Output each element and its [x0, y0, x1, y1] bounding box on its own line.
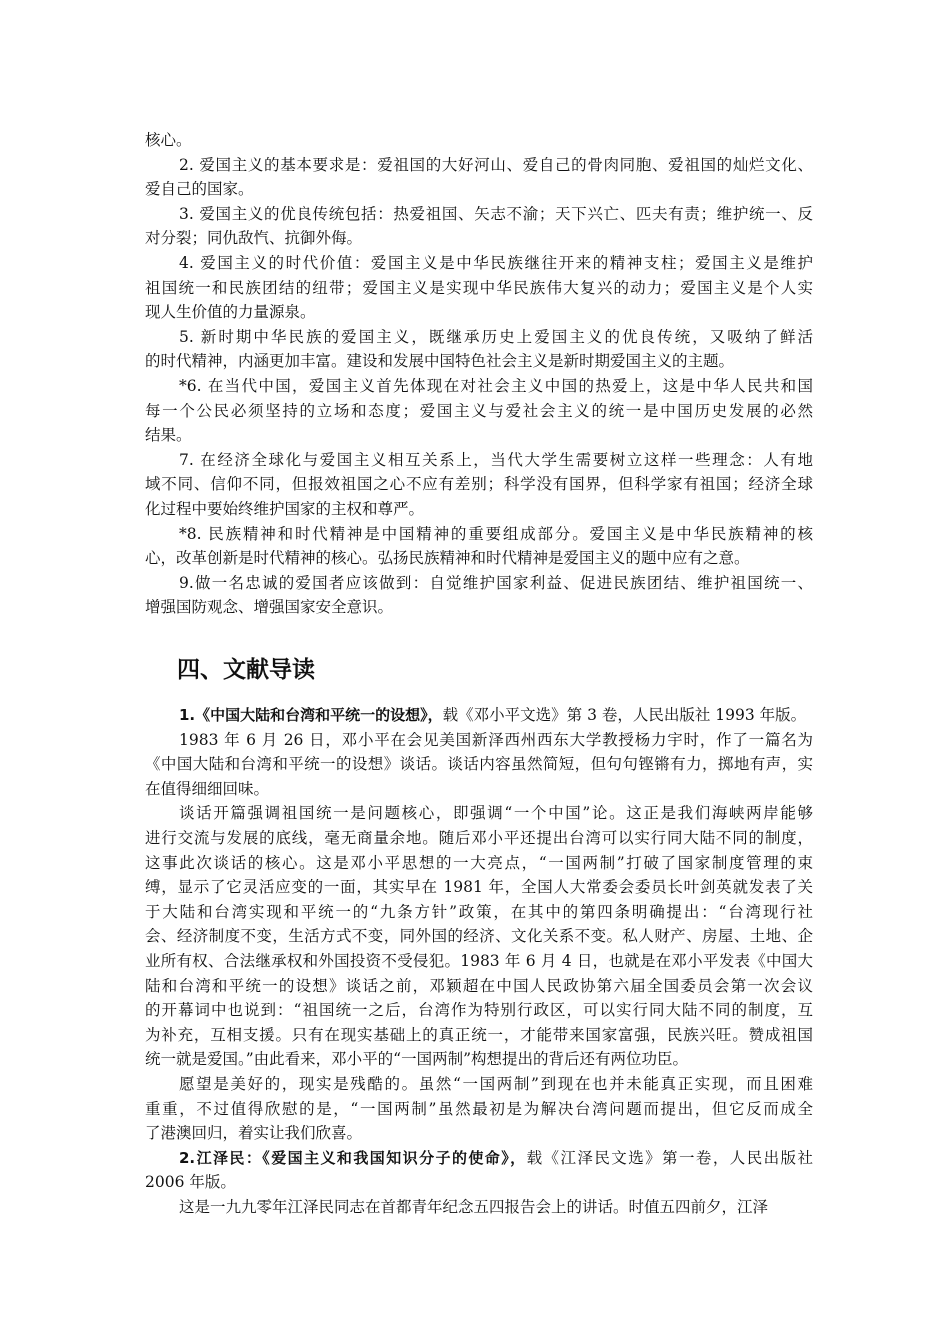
text-content: 为补充，互相支援。只有在现实基础上的真正统一，才能带来国家富强，民族兴旺。赞成祖国 [145, 1025, 813, 1044]
text-line [145, 998, 813, 1023]
text-content: 业所有权、合法继承权和外国投资不受侵犯。1983 年 6 月 4 日，也就是在邓小平发表《中国大 [145, 951, 813, 970]
text-content: 这事此次谈话的核心。这是邓小平思想的一大亮点，“一国两制”打破了国家制度管理的束 [145, 853, 813, 872]
text-line [145, 900, 813, 925]
summary-item [145, 128, 813, 153]
text-line: 9.做一名忠诚的爱国者应该做到：自觉维护国家利益、促进民族团结、维护祖国统一、 [179, 573, 813, 592]
text-line: 爱自己的国家。 [145, 180, 254, 199]
text-line: 对分裂；同仇敌忾、抗御外侮。 [145, 229, 363, 248]
text-content: 1983 年 6 月 26 日，邓小平在会见美国新泽西州西东大学教授杨力宇时，作了一篇名为 [179, 730, 813, 749]
text-content: 重重，不过值得欣慰的是，“一国两制”虽然最初是为解决台湾问题而提出，但它反而成全 [145, 1099, 813, 1118]
text-line [145, 1072, 813, 1097]
text-line [145, 728, 813, 753]
text-content: 载《江泽民文选》第一卷，人民出版社 [526, 1148, 813, 1167]
text-line: 4. 爱国主义的时代价值：爱国主义是中华民族继往开来的精神支柱；爱国主义是维护 [179, 253, 813, 272]
text-line [145, 924, 813, 949]
text-line [145, 1146, 813, 1171]
text-line: 核心。 [145, 131, 192, 149]
text-line [145, 703, 813, 728]
literature-paragraph [145, 1195, 813, 1220]
text-line [145, 851, 813, 876]
text-content: 这是一九九零年江泽民同志在首都青年纪念五四报告会上的讲话。时值五四前夕，江泽 [179, 1197, 769, 1216]
text-content: 于大陆和台湾实现和平统一的“九条方针”政策，在其中的第四条明确提出：“台湾现行社 [145, 902, 813, 921]
text-line [145, 1097, 813, 1122]
text-line [145, 777, 813, 802]
text-line [145, 801, 813, 826]
text-line: 祖国统一和民族团结的纽带；爱国主义是实现中华民族伟大复兴的动力；爱国主义是个人实 [145, 278, 813, 297]
literature-paragraph [145, 801, 813, 1072]
text-line: 化过程中要始终维护国家的主权和尊严。 [145, 499, 425, 518]
summary-item [145, 153, 813, 202]
text-line [145, 1047, 813, 1072]
summary-item [145, 325, 813, 374]
literature-paragraph [145, 703, 813, 728]
text-line: *6. 在当代中国，爱国主义首先体现在对社会主义中国的热爱上，这是中华人民共和国 [179, 376, 813, 395]
text-content: 在值得细细回味。 [145, 779, 270, 798]
text-line: 每一个公民必须坚持的立场和态度；爱国主义与爱社会主义的统一是中国历史发展的必然 [145, 401, 813, 420]
text-line: 结果。 [145, 426, 192, 445]
text-line [145, 1170, 813, 1195]
text-line: 现人生价值的力量源泉。 [145, 303, 316, 322]
text-line: 域不同、信仰不同，但报效祖国之心不应有差别；科学没有国界，但科学家有祖国；经济全球 [145, 475, 813, 494]
literature-paragraph [145, 1072, 813, 1146]
text-content: 《中国大陆和台湾和平统一的设想》谈话。谈话内容虽然简短，但句句铿锵有力，掷地有声，实 [145, 755, 813, 774]
text-content: 谈话开篇强调祖国统一是问题核心，即强调“一个中国”论。这正是我们海峡两岸能够 [179, 804, 813, 823]
text-content: 了港澳回归，着实让我们欣喜。 [145, 1124, 363, 1143]
text-line: 增强国防观念、增强国家安全意识。 [145, 598, 394, 617]
text-line [145, 1121, 813, 1146]
literature-paragraph [145, 728, 813, 802]
text-line: 心，改革创新是时代精神的核心。弘扬民族精神和时代精神是爱国主义的题中应有之意。 [145, 549, 750, 568]
reference-title: 1.《中国大陆和台湾和平统一的设想》， [179, 706, 443, 724]
text-content: 统一就是爱国。”由此看来，邓小平的“一国两制”构想提出的背后还有两位功臣。 [145, 1050, 689, 1069]
section-4-heading: 四、文献导读 [177, 657, 315, 683]
text-line: 3. 爱国主义的优良传统包括：热爱祖国、矢志不渝；天下兴亡、匹夫有责；维护统一、反 [179, 204, 813, 223]
reference-title: 2.江泽民：《爱国主义和我国知识分子的使命》， [179, 1148, 527, 1167]
text-line: *8. 民族精神和时代精神是中国精神的重要组成部分。爱国主义是中华民族精神的核 [179, 524, 813, 543]
text-line [145, 949, 813, 974]
text-line: 7. 在经济全球化与爱国主义相互关系上，当代大学生需要树立这样一些理念：人有地 [179, 450, 813, 469]
text-content: 陆和台湾和平统一的设想》谈话之前，邓颖超在中国人民政协第六届全国委员会第一次会议 [145, 976, 813, 995]
text-line: 的时代精神，内涵更加丰富。建设和发展中国特色社会主义是新时期爱国主义的主题。 [145, 352, 735, 371]
text-line [145, 875, 813, 900]
text-line [145, 752, 813, 777]
text-line [145, 974, 813, 999]
text-line: 2. 爱国主义的基本要求是：爱祖国的大好河山、爱自己的骨肉同胞、爱祖国的灿烂文化、 [179, 155, 813, 174]
text-content: 缚，显示了它灵活应变的一面，其实早在 1981 年，全国人大常委会委员长叶剑英就发表了关 [145, 878, 813, 897]
summary-item [145, 571, 813, 620]
text-content: 2006 年版。 [145, 1173, 236, 1192]
text-line [145, 1023, 813, 1048]
literature-paragraph [145, 1146, 813, 1195]
summary-item [145, 448, 813, 522]
text-content: 载《邓小平文选》第 3 卷，人民出版社 1993 年版。 [442, 706, 807, 724]
summary-item [145, 202, 813, 251]
text-content: 会、经济制度不变，生活方式不变，同外国的经济、文化关系不变。私人财产、房屋、土地、企 [145, 927, 813, 946]
text-content: 进行交流与发展的底线，毫无商量余地。随后邓小平还提出台湾可以实行同大陆不同的制度， [145, 828, 813, 847]
text-line: 5. 新时期中华民族的爱国主义，既继承历史上爱国主义的优良传统，又吸纳了鲜活 [179, 327, 813, 346]
text-content: 的开幕词中也说到：“祖国统一之后，台湾作为特别行政区，可以实行同大陆不同的制度，互 [145, 1001, 813, 1020]
summary-item [145, 374, 813, 448]
section-3-summary [145, 128, 813, 620]
section-4-literature [145, 703, 813, 1219]
text-line [145, 826, 813, 851]
text-line [145, 1195, 813, 1220]
text-content: 愿望是美好的，现实是残酷的。虽然“一国两制”到现在也并未能真正实现，而且困难 [179, 1074, 813, 1093]
summary-item [145, 522, 813, 571]
summary-item [145, 251, 813, 325]
